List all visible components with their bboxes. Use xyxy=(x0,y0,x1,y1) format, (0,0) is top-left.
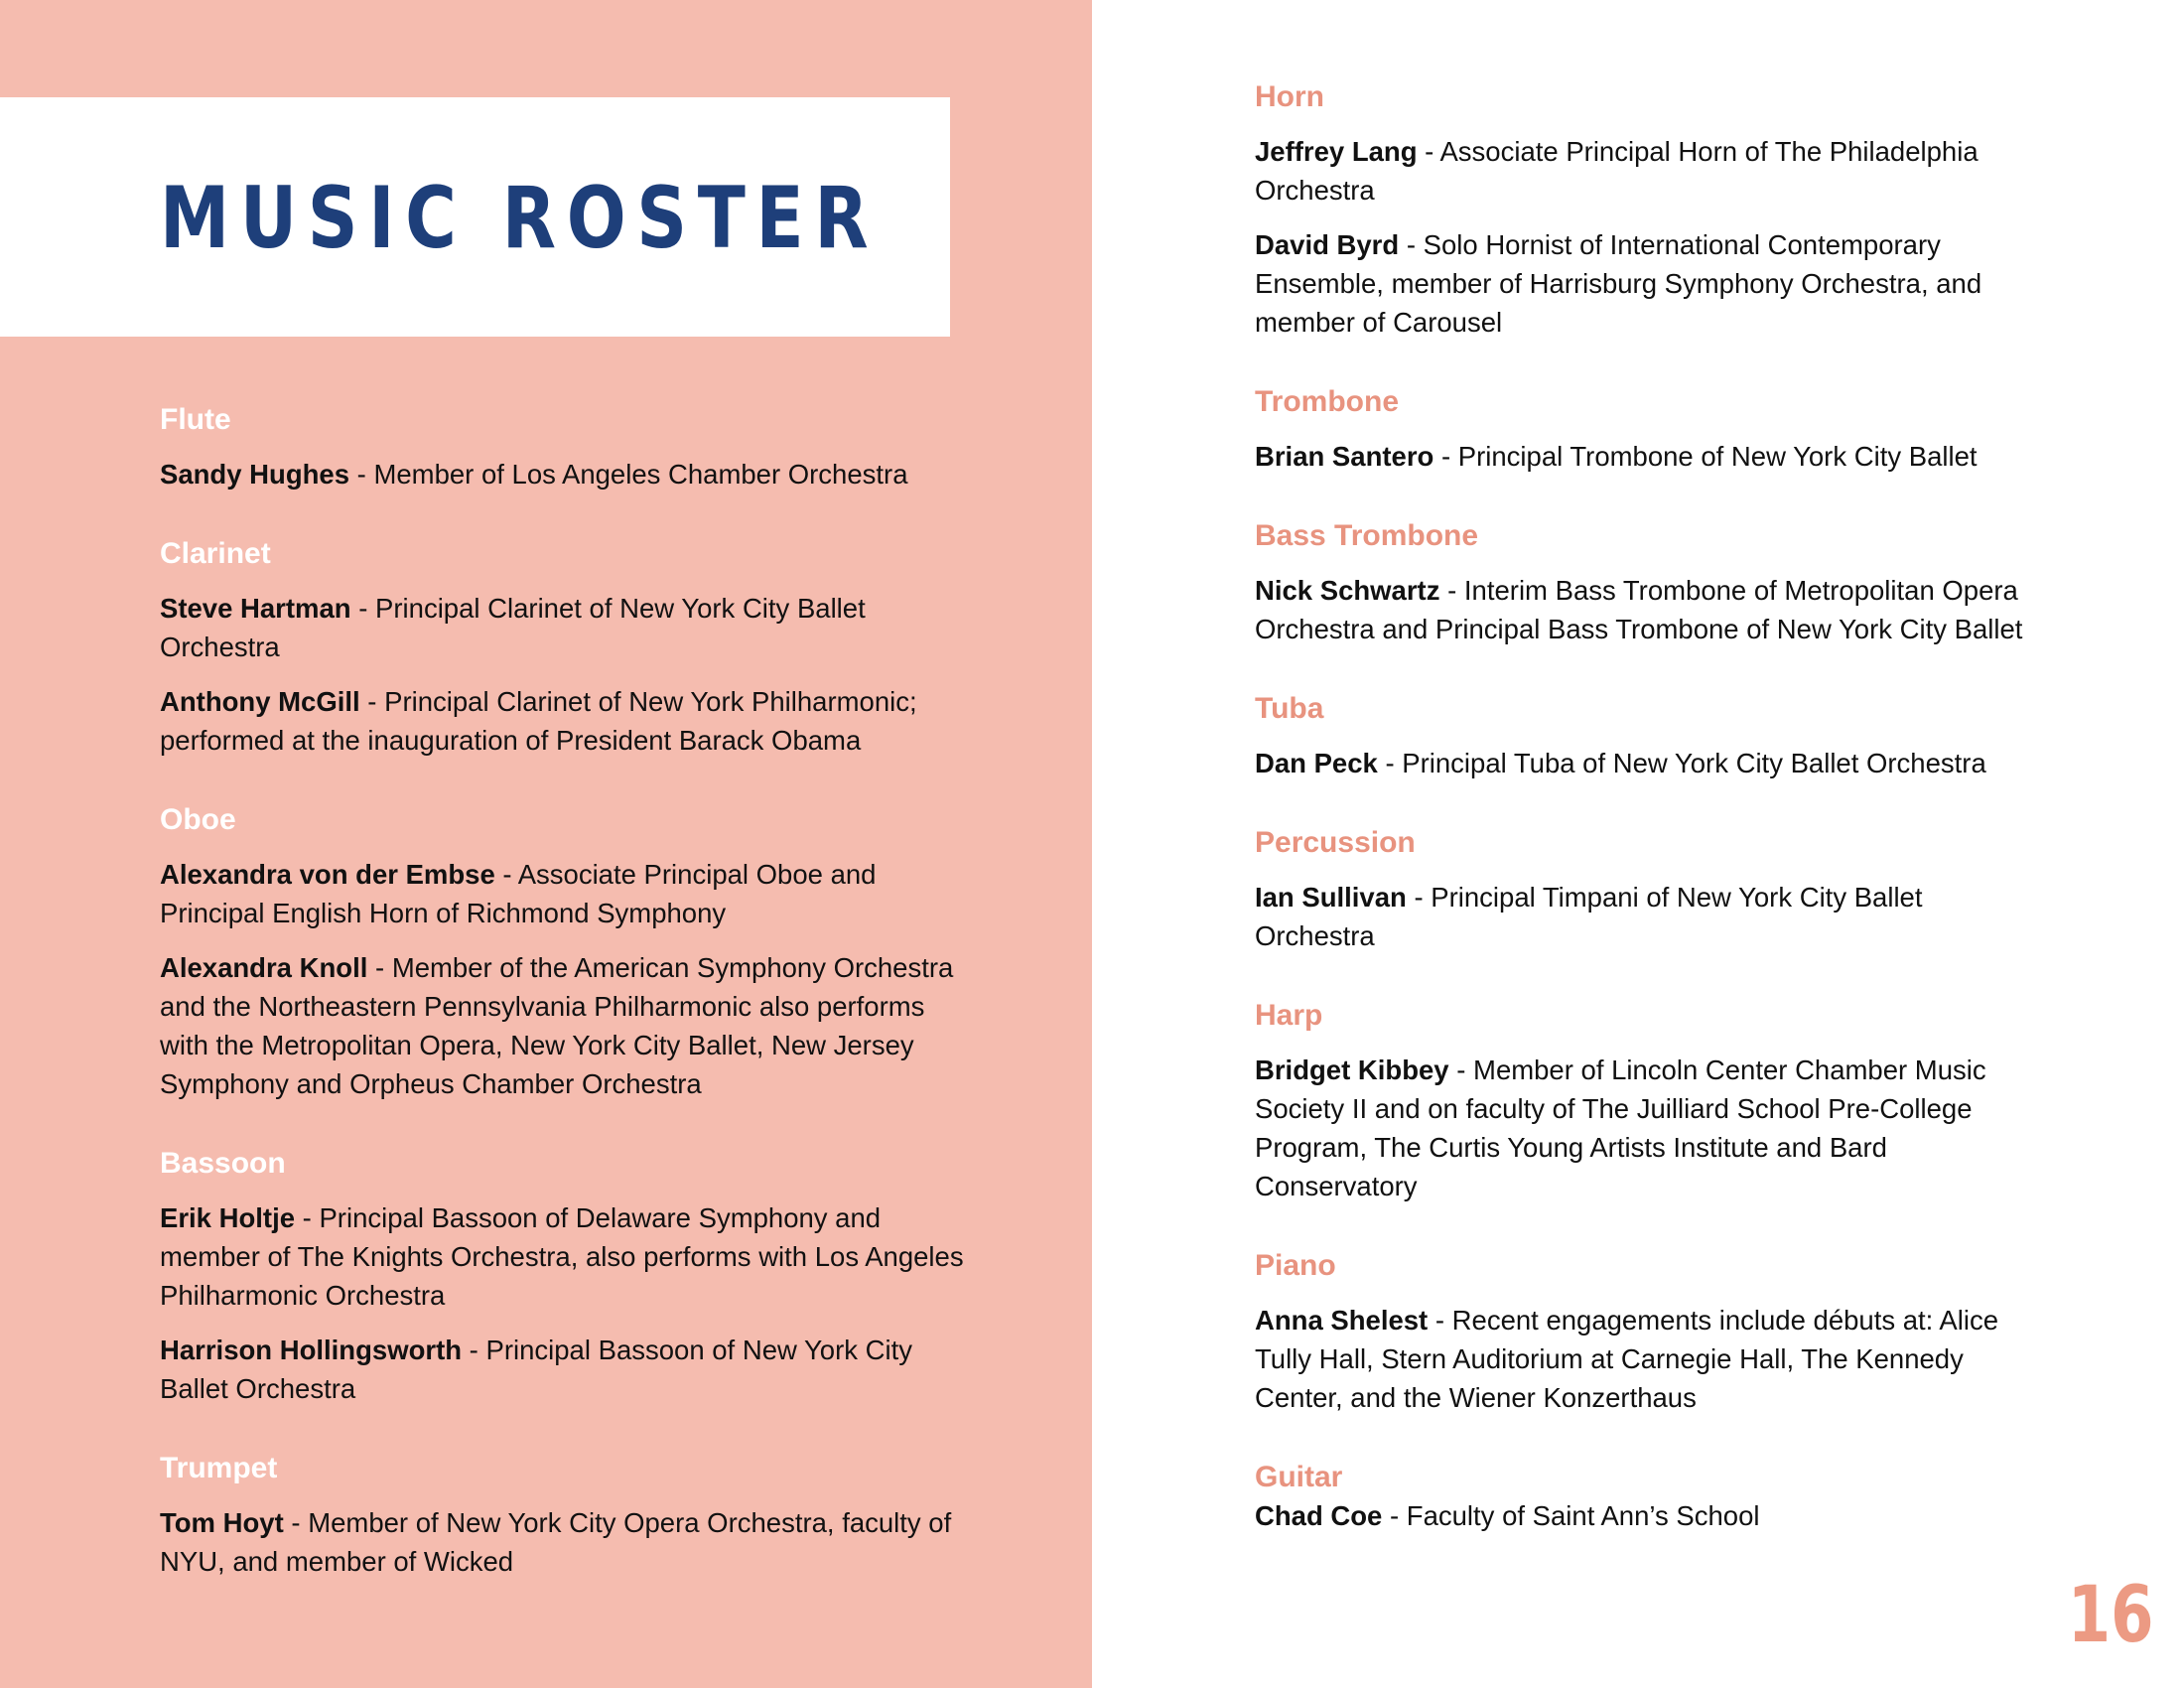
instrument-heading: Clarinet xyxy=(160,537,271,570)
member-entry xyxy=(160,948,974,1103)
member-entry xyxy=(1255,1051,2049,1205)
separator: - xyxy=(1382,1500,1407,1531)
page-number: 16 xyxy=(2068,1571,2154,1660)
member-entry xyxy=(160,1198,974,1315)
member-description: Associate Principal Oboe and Principal English Horn of Richmond Symphony xyxy=(160,859,877,928)
instrument-heading: Bassoon xyxy=(160,1147,286,1180)
separator: - xyxy=(1428,1305,1452,1336)
instrument-heading: Horn xyxy=(1255,80,1324,113)
separator: - xyxy=(295,1202,320,1233)
member-description: Member of New York City Opera Orchestra, faculty of NYU, and member of Wicked xyxy=(160,1507,952,1577)
section-clarinet xyxy=(160,535,974,760)
member-description: Member of Lincoln Center Chamber Music Society II and on faculty of The Juilliard School Pre-College Program, The Curtis Young Artists Institute and Bard Conservatory xyxy=(1255,1055,1986,1201)
member-entry xyxy=(1255,1301,2049,1417)
member-entry xyxy=(1255,744,2049,782)
member-name: Brian Santero xyxy=(1255,441,1434,472)
member-entry xyxy=(160,682,974,760)
member-entry xyxy=(160,589,974,666)
section-guitar xyxy=(1255,1459,2049,1535)
section-flute xyxy=(160,401,974,493)
member-description: Principal Tuba of New York City Ballet Orchestra xyxy=(1402,748,1986,778)
separator: - xyxy=(1417,136,1440,167)
member-name: Steve Hartman xyxy=(160,593,351,624)
member-description: Principal Bassoon of New York City Ballet Orchestra xyxy=(160,1335,913,1404)
member-description: Recent engagements include débuts at: Alice Tully Hall, Stern Auditorium at Carnegie Hall, The Kennedy Center, and the Wiener Konzerthaus xyxy=(1255,1305,1999,1413)
member-description: Faculty of Saint Ann’s School xyxy=(1406,1500,1760,1531)
member-name: Bridget Kibbey xyxy=(1255,1055,1449,1085)
roster-column-right xyxy=(1255,78,2049,1577)
separator: - xyxy=(494,859,518,890)
member-description: Principal Clarinet of New York Philharmonic; performed at the inauguration of President Barack Obama xyxy=(160,686,917,756)
instrument-heading: Oboe xyxy=(160,803,236,836)
member-name: Ian Sullivan xyxy=(1255,882,1407,913)
member-name: Harrison Hollingsworth xyxy=(160,1335,463,1365)
instrument-heading: Percussion xyxy=(1255,826,1416,859)
separator: - xyxy=(1399,229,1424,260)
section-bass-trombone xyxy=(1255,517,2049,648)
separator: - xyxy=(367,952,392,983)
separator: - xyxy=(1433,441,1458,472)
member-entry xyxy=(1255,225,2049,342)
member-entry xyxy=(160,1503,974,1581)
member-description: Member of the American Symphony Orchestra and the Northeastern Pennsylvania Philharmonic also performs with the Metropolitan Opera, New York City Ballet, New Jersey Symphony and Orpheus Chamber Orchestra xyxy=(160,952,954,1099)
member-entry xyxy=(1255,1496,2049,1535)
instrument-heading: Trombone xyxy=(1255,385,1400,418)
member-description: Principal Clarinet of New York City Ballet Orchestra xyxy=(160,593,866,662)
separator: - xyxy=(1377,748,1403,778)
member-name: Alexandra von der Embse xyxy=(160,859,495,890)
separator: - xyxy=(1448,1055,1474,1085)
member-name: Anthony McGill xyxy=(160,686,360,717)
separator: - xyxy=(1406,882,1432,913)
member-description: Principal Bassoon of Delaware Symphony and member of The Knights Orchestra, also performs with Los Angeles Philharmonic Orchestra xyxy=(160,1202,964,1311)
member-entry xyxy=(1255,437,2049,476)
page-title: MUSIC ROSTER xyxy=(160,169,880,268)
member-name: Tom Hoyt xyxy=(160,1507,284,1538)
section-trombone xyxy=(1255,383,2049,476)
member-name: Chad Coe xyxy=(1255,1500,1383,1531)
separator: - xyxy=(349,459,374,490)
member-entry xyxy=(160,1331,974,1408)
member-description: Member of Los Angeles Chamber Orchestra xyxy=(373,459,908,490)
member-description: Solo Hornist of International Contemporary Ensemble, member of Harrisburg Symphony Orchestra, and member of Carousel xyxy=(1255,229,1982,338)
member-name: Nick Schwartz xyxy=(1255,575,1440,606)
section-tuba xyxy=(1255,690,2049,782)
member-name: Dan Peck xyxy=(1255,748,1378,778)
section-percussion xyxy=(1255,824,2049,955)
section-trumpet xyxy=(160,1450,974,1581)
member-description: Associate Principal Horn of The Philadelphia Orchestra xyxy=(1255,136,1979,206)
section-oboe xyxy=(160,801,974,1103)
member-name: Jeffrey Lang xyxy=(1255,136,1418,167)
member-entry xyxy=(160,455,974,493)
member-entry xyxy=(1255,571,2049,648)
instrument-heading: Piano xyxy=(1255,1249,1336,1282)
instrument-heading: Guitar xyxy=(1255,1461,1343,1493)
member-description: Principal Trombone of New York City Ballet xyxy=(1457,441,1978,472)
member-name: Alexandra Knoll xyxy=(160,952,368,983)
instrument-heading: Bass Trombone xyxy=(1255,519,1479,552)
section-horn xyxy=(1255,78,2049,342)
section-bassoon xyxy=(160,1145,974,1408)
member-name: Erik Holtje xyxy=(160,1202,296,1233)
member-name: David Byrd xyxy=(1255,229,1400,260)
separator: - xyxy=(283,1507,309,1538)
instrument-heading: Tuba xyxy=(1255,692,1324,725)
instrument-heading: Harp xyxy=(1255,999,1323,1032)
separator: - xyxy=(359,686,385,717)
member-entry xyxy=(160,855,974,932)
separator: - xyxy=(350,593,376,624)
section-harp xyxy=(1255,997,2049,1205)
member-description: Principal Timpani of New York City Ballet Orchestra xyxy=(1255,882,1923,951)
member-entry xyxy=(1255,132,2049,210)
separator: - xyxy=(1439,575,1464,606)
section-piano xyxy=(1255,1247,2049,1417)
separator: - xyxy=(462,1335,486,1365)
roster-column-left xyxy=(160,401,974,1622)
member-name: Sandy Hughes xyxy=(160,459,350,490)
member-entry xyxy=(1255,878,2049,955)
member-description: Interim Bass Trombone of Metropolitan Opera Orchestra and Principal Bass Trombone of New York City Ballet xyxy=(1255,575,2023,644)
instrument-heading: Trumpet xyxy=(160,1452,278,1484)
member-name: Anna Shelest xyxy=(1255,1305,1429,1336)
instrument-heading: Flute xyxy=(160,403,231,436)
